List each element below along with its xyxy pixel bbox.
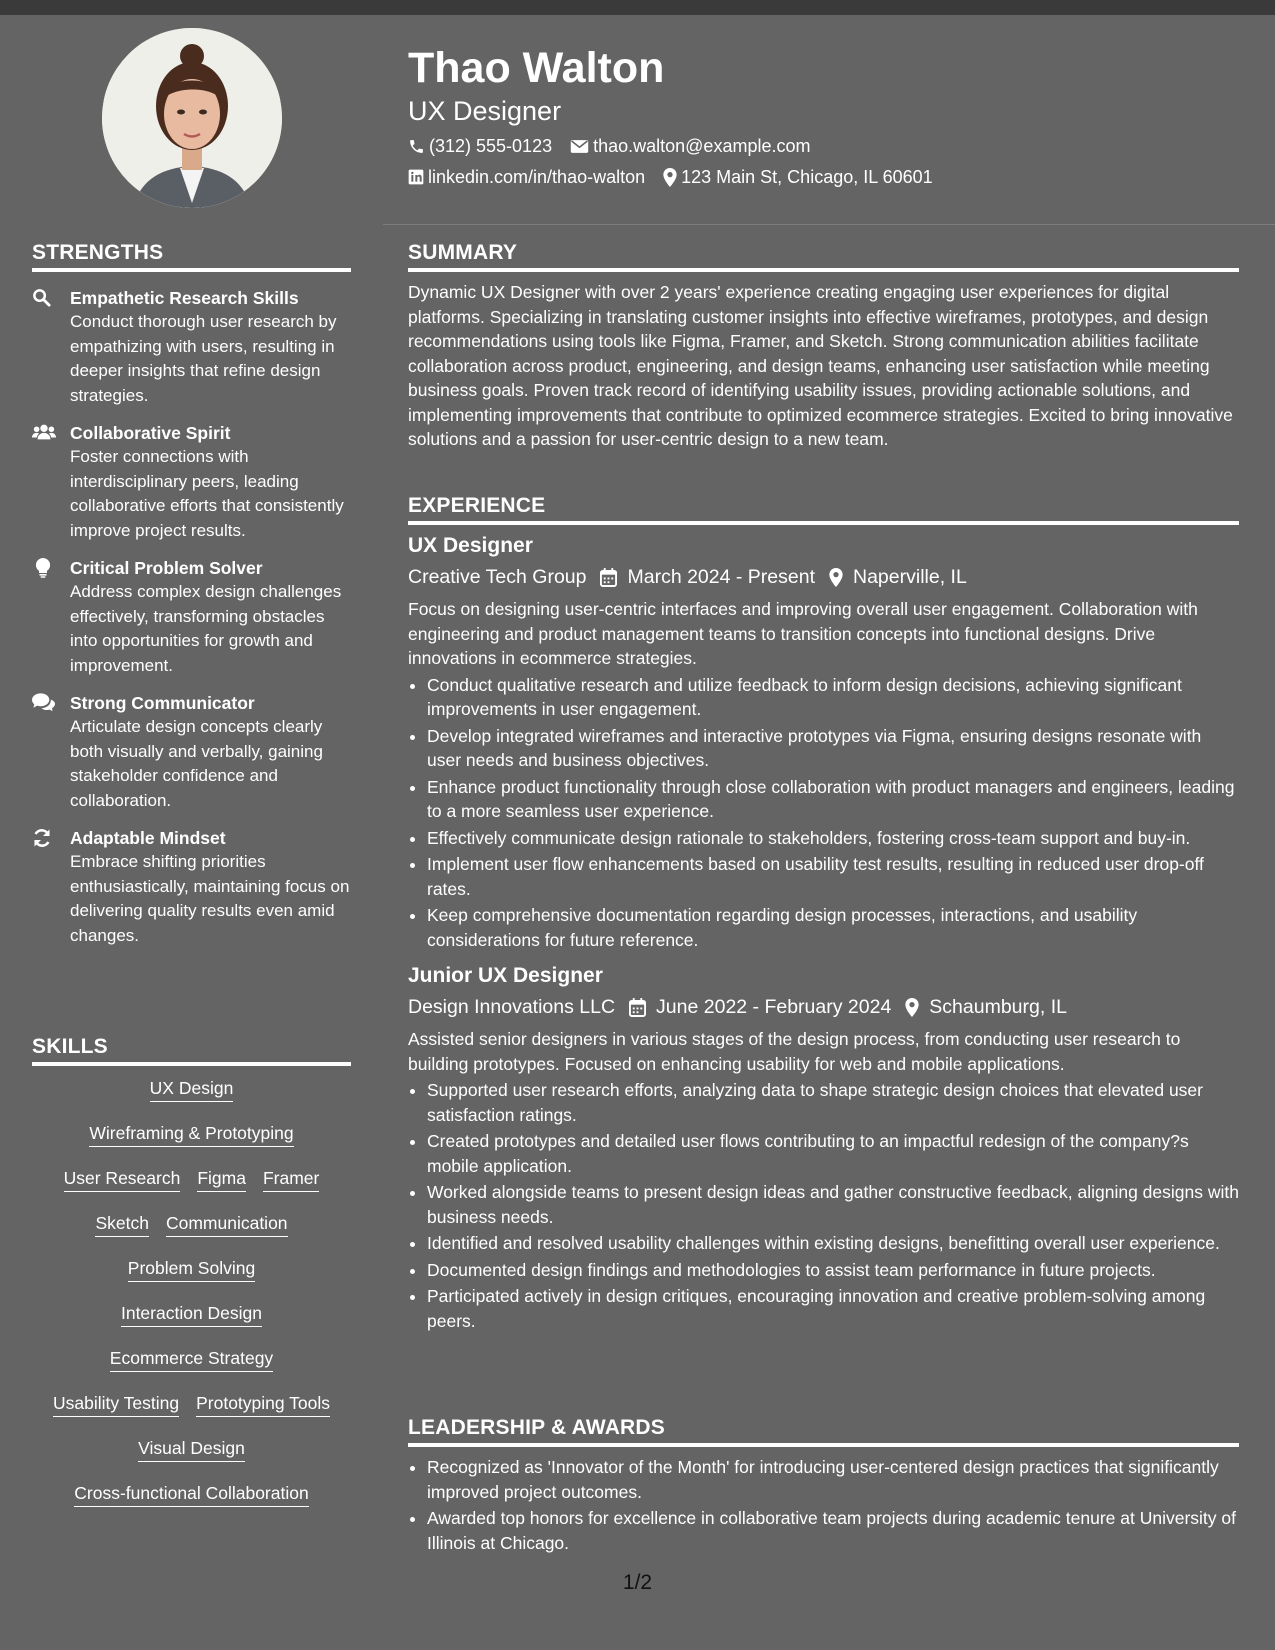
skill-row <box>32 1481 351 1526</box>
map-pin-icon <box>663 168 677 187</box>
bullet-item: • Created prototypes and detailed user flows contributing to an impactful redesign of the company?s mobile application. <box>427 1129 1239 1178</box>
comments-icon <box>32 691 70 715</box>
job-bullets <box>408 673 1239 953</box>
search-icon <box>32 286 70 310</box>
job-location-text: Naperville, IL <box>853 566 967 588</box>
strength-item <box>32 286 351 408</box>
skill-row <box>32 1076 351 1121</box>
linkedin-text[interactable]: linkedin.com/in/thao-walton <box>428 167 646 187</box>
summary-text: Dynamic UX Designer with over 2 years' experience creating engaging user experiences for digital platforms. Specializing in translating customer insights into effective wireframes, prototypes, and design recommendations using tools like Figma, Framer, and Sketch. Strong communication abilities facilitate collaboration across product, engineering, and design teams, enhancing user satisfaction while meeting business goals. Proven track record of identifying usability issues, providing actionable solutions, and implementing improvements that contribute to optimized ecommerce strategies. Excited to bring innovative solutions and a passion for user-centric design to a new team. <box>408 282 1233 449</box>
skill-tag: Problem Solving <box>128 1256 255 1282</box>
strength-title: Empathetic Research Skills <box>70 288 299 308</box>
skill-tag: UX Design <box>150 1076 234 1102</box>
strength-item <box>32 826 351 948</box>
job-entry <box>408 962 1239 1333</box>
leadership-section <box>408 1416 1239 1557</box>
skill-row <box>32 1166 351 1211</box>
skill-row <box>32 1436 351 1481</box>
map-pin-icon <box>829 568 843 587</box>
skill-tag: Communication <box>166 1211 288 1237</box>
bullet-item: • Documented design findings and methodologies to assist team performance in future projects. <box>427 1258 1239 1283</box>
skill-tag: Prototyping Tools <box>196 1391 330 1417</box>
job-dates-text: March 2024 - Present <box>627 566 815 588</box>
skill-tag: Sketch <box>95 1211 149 1237</box>
job-meta <box>408 993 1239 1021</box>
strength-description: Foster connections with interdisciplinary peers, leading collaborative efforts that consistently improve project results. <box>70 447 344 540</box>
summary-heading: SUMMARY <box>408 241 1239 272</box>
job-dates <box>600 563 815 591</box>
skill-tag: User Research <box>64 1166 181 1192</box>
users-icon <box>32 421 70 445</box>
bullet-item: • Conduct qualitative research and utilize feedback to inform design decisions, achieving significant improvements in user engagement. <box>427 673 1239 722</box>
envelope-icon <box>570 139 589 154</box>
job-bullets <box>408 1078 1239 1333</box>
strength-title: Adaptable Mindset <box>70 828 226 848</box>
strength-title: Strong Communicator <box>70 693 255 713</box>
email-contact[interactable] <box>570 134 810 158</box>
job-description: Assisted senior designers in various stages of the design process, from conducting user research to building prototypes. Focused on enhancing usability for web and mobile applications. <box>408 1029 1181 1074</box>
job-description: Focus on designing user-centric interfaces and improving overall user engagement. Collaboration with engineering and product management teams to transition concepts into functional designs. Drive innovations in ecommerce strategies. <box>408 599 1198 668</box>
bullet-item: • Effectively communicate design rationale to stakeholders, fostering cross-team support and buy-in. <box>427 826 1239 851</box>
bullet-item: • Recognized as 'Innovator of the Month' for introducing user-centered design practices that significantly improved project outcomes. <box>427 1455 1239 1504</box>
strengths-heading: STRENGTHS <box>32 241 351 272</box>
candidate-name: Thao Walton <box>408 44 665 92</box>
skill-row <box>32 1301 351 1346</box>
map-pin-icon <box>905 998 919 1017</box>
strength-description: Articulate design concepts clearly both visually and verbally, gaining stakeholder confidence and collaboration. <box>70 717 323 810</box>
leadership-bullets <box>408 1455 1239 1555</box>
strength-title: Critical Problem Solver <box>70 558 263 578</box>
calendar-icon <box>629 998 646 1017</box>
contact-row-1 <box>408 134 828 158</box>
bullet-item: • Enhance product functionality through close collaboration with product managers and engineers, leading to a more seamless user experience. <box>427 775 1239 824</box>
bullet-item: • Worked alongside teams to present design ideas and gather constructive feedback, aligning designs with business needs. <box>427 1180 1239 1229</box>
page-top-bar <box>0 0 1275 15</box>
skill-tag: Interaction Design <box>121 1301 262 1327</box>
skills-list <box>32 1076 351 1526</box>
job-location-text: Schaumburg, IL <box>929 996 1067 1018</box>
address-contact <box>663 165 933 189</box>
skill-row <box>32 1121 351 1166</box>
strength-description: Embrace shifting priorities enthusiastically, maintaining focus on delivering quality results even amid changes. <box>70 852 350 945</box>
job-title: UX Designer <box>408 534 533 557</box>
bullet-item: • Develop integrated wireframes and interactive prototypes via Figma, ensuring designs resonate with user needs and business objectives. <box>427 724 1239 773</box>
calendar-icon <box>600 568 617 587</box>
job-location <box>829 563 967 591</box>
email-text[interactable]: thao.walton@example.com <box>593 136 811 156</box>
job-dates <box>629 993 891 1021</box>
strength-title: Collaborative Spirit <box>70 423 231 443</box>
summary-section <box>408 241 1239 452</box>
bullet-item: • Keep comprehensive documentation regarding design processes, interactions, and usability considerations for future reference. <box>427 903 1239 952</box>
experience-section <box>408 494 1239 1335</box>
bullet-item: • Participated actively in design critiques, encouraging innovation and creative problem-solving among peers. <box>427 1284 1239 1333</box>
strength-item <box>32 421 351 543</box>
leadership-heading: LEADERSHIP & AWARDS <box>408 1416 1239 1447</box>
job-meta <box>408 563 1239 591</box>
strength-description: Conduct thorough user research by empathizing with users, resulting in deeper insights that refine design strategies. <box>70 312 337 405</box>
skill-row <box>32 1256 351 1301</box>
experience-heading: EXPERIENCE <box>408 494 1239 525</box>
address-text: 123 Main St, Chicago, IL 60601 <box>681 167 933 187</box>
skills-section <box>32 1035 351 1526</box>
sync-icon <box>32 826 70 850</box>
skills-heading: SKILLS <box>32 1035 351 1066</box>
job-location <box>905 993 1067 1021</box>
phone-icon <box>408 138 425 155</box>
contact-row-2 <box>408 165 951 189</box>
phone-contact <box>408 134 552 158</box>
candidate-title: UX Designer <box>408 96 562 126</box>
skill-tag: Usability Testing <box>53 1391 179 1417</box>
skill-row <box>32 1391 351 1436</box>
skill-row <box>32 1211 351 1256</box>
job-title: Junior UX Designer <box>408 964 603 987</box>
skill-tag: Visual Design <box>138 1436 245 1462</box>
skill-tag: Framer <box>263 1166 319 1192</box>
header-divider <box>383 224 1275 225</box>
job-company: Creative Tech Group <box>408 566 587 588</box>
job-entry <box>408 532 1239 952</box>
linkedin-contact[interactable] <box>408 165 645 189</box>
skill-row <box>32 1346 351 1391</box>
skill-tag: Ecommerce Strategy <box>110 1346 273 1372</box>
strength-item <box>32 556 351 678</box>
bullet-item: • Identified and resolved usability challenges within existing designs, benefitting overall user experience. <box>427 1231 1239 1256</box>
bullet-item: • Supported user research efforts, analyzing data to shape strategic design choices that elevated user satisfaction ratings. <box>427 1078 1239 1127</box>
skill-tag: Wireframing & Prototyping <box>89 1121 293 1147</box>
job-company: Design Innovations LLC <box>408 996 616 1018</box>
profile-photo <box>102 28 282 208</box>
skill-tag: Figma <box>197 1166 246 1192</box>
strength-item <box>32 691 351 813</box>
strength-description: Address complex design challenges effectively, transforming obstacles into opportunities for growth and improvement. <box>70 582 342 675</box>
strengths-section <box>32 241 351 948</box>
lightbulb-icon <box>32 556 70 580</box>
job-dates-text: June 2022 - February 2024 <box>656 996 892 1018</box>
page-indicator: 1/2 <box>622 1571 653 1594</box>
bullet-item: • Implement user flow enhancements based on usability test results, resulting in reduced user drop-off rates. <box>427 852 1239 901</box>
skill-tag: Cross-functional Collaboration <box>74 1481 308 1507</box>
phone-text: (312) 555-0123 <box>429 136 553 156</box>
bullet-item: • Awarded top honors for excellence in collaborative team projects during academic tenure at University of Illinois at Chicago. <box>427 1506 1239 1555</box>
linkedin-icon <box>408 169 424 185</box>
